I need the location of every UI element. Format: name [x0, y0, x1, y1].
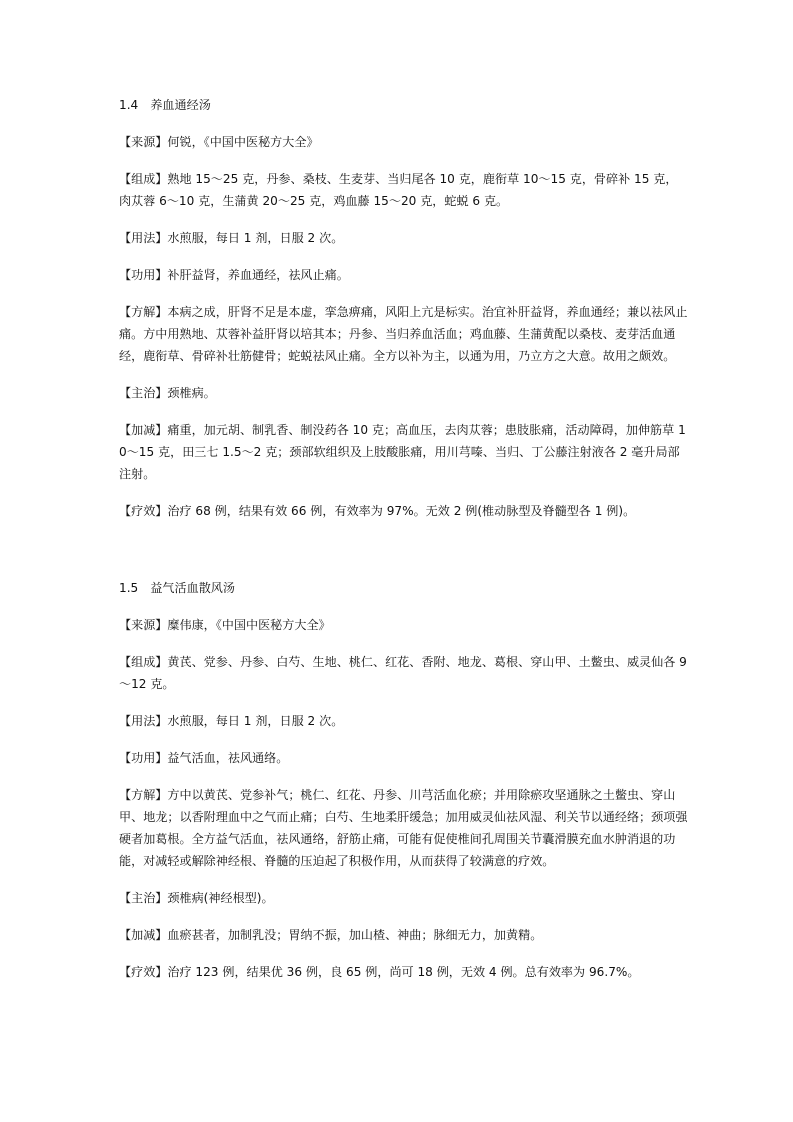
field-label: 【疗效】 [119, 504, 168, 518]
field-explanation [119, 301, 689, 367]
field-label: 【功用】 [119, 268, 168, 282]
field-text: 本病之成，肝肾不足是本虚，挛急痹痛，风阳上亢是标实。治宜补肝益肾，养血通经；兼以祛风止痛。方中用熟地、苁蓉补益肝肾以培其本；丹参、当归养血活血；鸡血藤、生蒲黄配以桑枝、麦芽活血通经，鹿衔草、骨碎补壮筋健骨；蛇蜕祛风止痛。全方以补为主，以通为用，乃立方之大意。故用之颇效。 [119, 305, 688, 363]
field-label: 【组成】 [119, 172, 168, 186]
field-function [119, 264, 689, 286]
field-text: 水煎服，每日 1 剂，日服 2 次。 [167, 714, 344, 728]
field-text: 痛重，加元胡、制乳香、制没药各 10 克；高血压，去肉苁蓉；患肢胀痛，活动障碍，加伸筋草 10～15 克，田三七 1.5～2 克；颈部软组织及上肢酸胀痛，用川芎嗪、当归、丁公藤注射液各 2 毫升局部注射。 [119, 423, 686, 481]
field-label: 【用法】 [119, 714, 168, 728]
field-label: 【功用】 [119, 751, 168, 765]
field-text: 颈椎病。 [167, 386, 216, 400]
section-1-5 [119, 577, 689, 983]
field-label: 【疗效】 [119, 965, 168, 979]
field-text: 治疗 123 例，结果优 36 例，良 65 例，尚可 18 例，无效 4 例。总有效率为 96.7%。 [167, 965, 640, 979]
field-indication [119, 382, 689, 404]
field-text: 补肝益肾，养血通经，祛风止痛。 [167, 268, 349, 282]
field-text: 方中以黄芪、党参补气；桃仁、红花、丹参、川芎活血化瘀；并用除瘀攻坚通脉之土鳖虫、穿山甲、地龙；以香附理血中之气而止痛；白芍、生地柔肝缓急；加用威灵仙祛风湿、利关节以通经络；颈项强硬者加葛根。全方益气活血，祛风通络，舒筋止痛，可能有促使椎间孔周围关节囊滑膜充血水肿消退的功能，对减轻或解除神经根、脊髓的压迫起了积极作用，从而获得了较满意的疗效。 [119, 788, 688, 868]
section-spacer [119, 537, 689, 577]
field-indication [119, 887, 689, 909]
field-composition [119, 168, 689, 212]
field-function [119, 747, 689, 769]
field-modification [119, 419, 689, 485]
field-label: 【主治】 [119, 386, 168, 400]
field-text: 血瘀甚者，加制乳没；胃纳不振，加山楂、神曲；脉细无力，加黄精。 [167, 928, 543, 942]
field-label: 【方解】 [119, 788, 168, 802]
field-label: 【加减】 [119, 423, 168, 437]
field-text: 水煎服，每日 1 剂，日服 2 次。 [167, 231, 344, 245]
field-source [119, 131, 689, 153]
section-title: 1.5 益气活血散风汤 [119, 581, 235, 595]
field-text: 熟地 15～25 克，丹参、桑枝、生麦芽、当归尾各 10 克，鹿衔草 10～15 克，骨碎补 15 克，肉苁蓉 6～10 克，生蒲黄 20～25 克，鸡血藤 15～20 克，蛇蜕 6 克。 [119, 172, 678, 208]
field-composition [119, 651, 689, 695]
field-text: 何锐，《中国中医秘方大全》 [167, 135, 319, 149]
field-text: 治疗 68 例，结果有效 66 例，有效率为 97%。无效 2 例(椎动脉型及脊髓型各 1 例)。 [167, 504, 636, 518]
document-content [119, 94, 689, 998]
field-modification [119, 924, 689, 946]
field-efficacy [119, 961, 689, 983]
field-label: 【来源】 [119, 135, 168, 149]
field-label: 【方解】 [119, 305, 168, 319]
field-text: 颈椎病(神经根型)。 [167, 891, 274, 905]
field-text: 糜伟康，《中国中医秘方大全》 [167, 618, 331, 632]
field-usage [119, 227, 689, 249]
field-label: 【加减】 [119, 928, 168, 942]
field-explanation [119, 784, 689, 872]
field-efficacy [119, 500, 689, 522]
field-label: 【组成】 [119, 655, 168, 669]
field-label: 【来源】 [119, 618, 168, 632]
field-source [119, 614, 689, 636]
field-text: 益气活血，祛风通络。 [167, 751, 289, 765]
field-label: 【主治】 [119, 891, 168, 905]
section-1-4 [119, 94, 689, 522]
field-text: 黄芪、党参、丹参、白芍、生地、桃仁、红花、香附、地龙、葛根、穿山甲、土鳖虫、威灵仙各 9～12 克。 [119, 655, 687, 691]
section-title: 1.4 养血通经汤 [119, 98, 211, 112]
field-label: 【用法】 [119, 231, 168, 245]
field-usage [119, 710, 689, 732]
